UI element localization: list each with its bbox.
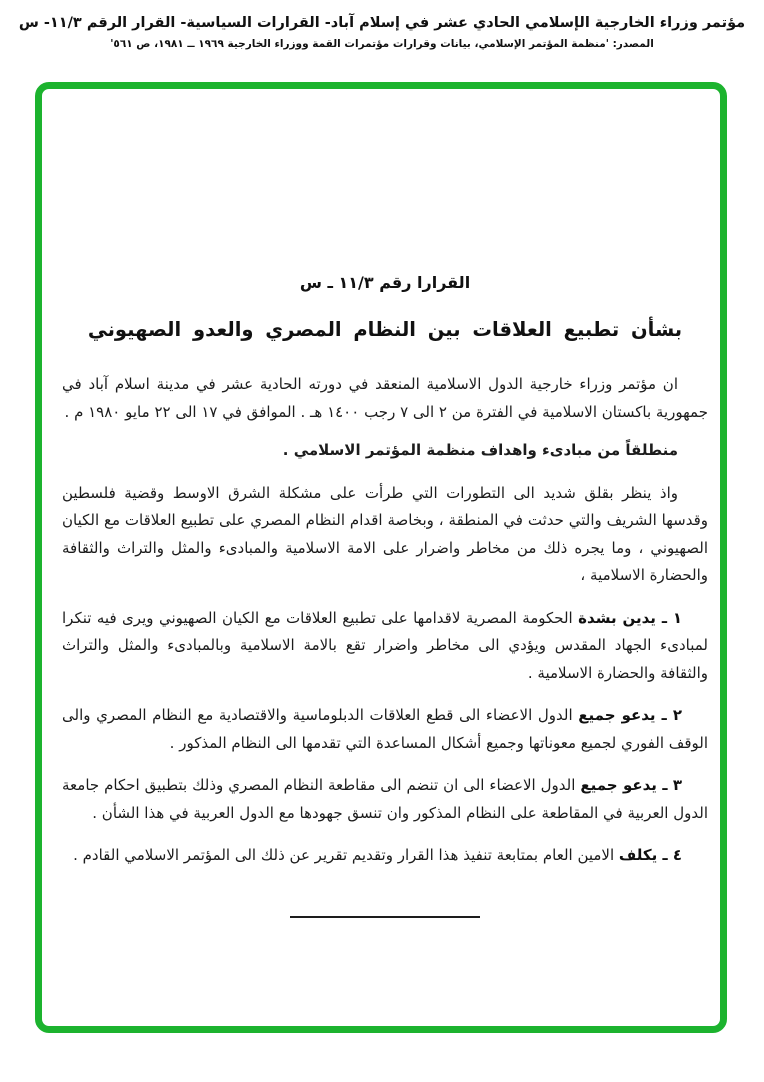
document-title: بشأن تطبيع العلاقات بين النظام المصري والعدو الصهيوني bbox=[87, 318, 683, 341]
resolution-item-3 bbox=[62, 772, 708, 827]
item-3-lead: ٣ ـ يدعو جميع bbox=[580, 776, 682, 794]
item-3-text: الدول الاعضاء الى ان تنضم الى مقاطعة النظام المصري وذلك بتطبيق احكام جامعة الدول العربية في المقاطعة على النظام المذكور وان تنسق جهودها مع الدول العربية في هذا الشأن . bbox=[62, 776, 708, 822]
resolution-item-1 bbox=[62, 605, 708, 688]
item-4-text: الامين العام بمتابعة تنفيذ هذا القرار وتقديم تقرير عن ذلك الى المؤتمر الاسلامي القادم . bbox=[73, 846, 619, 864]
document-border bbox=[35, 82, 727, 1033]
considerations-paragraph: واذ ينظر بقلق شديد الى التطورات التي طرأت على مشكلة الشرق الاوسط وقضية فلسطين وقدسها الشريف والتي حدثت في المنطقة ، وبخاصة اقدام النظام المصري على تطبيع العلاقات مع الكيان الصهيوني ، وما يجره ذلك من مخاطر واضرار على الامة الاسلامية والمبادىء والمثل والتراث والثقافة والحضارة الاسلامية ، bbox=[62, 483, 708, 584]
header-source-line: المصدر: 'منظمة المؤتمر الإسلامي، بيانات وقرارات مؤتمرات القمة ووزراء الخارجية ١٩٦٩ ــ ١٩٨١، ص ٥٦١' bbox=[110, 38, 654, 50]
item-1-text: الحكومة المصرية لاقدامها على تطبيع العلاقات مع الكيان الصهيوني ويرى فيه تنكرا لمبادىء الجهاد المقدس ويؤدي الى مخاطر واضرار تقع بالامة الاسلامية وبالمبادىء والمثل والتراث والثقافة والحضارة الاسلامية . bbox=[62, 608, 708, 682]
item-4-lead: ٤ ـ يكلف bbox=[618, 846, 682, 864]
closing-rule-divider bbox=[290, 916, 480, 918]
item-2-text: الدول الاعضاء الى قطع العلاقات الدبلوماسية والاقتصادية مع النظام المصري والى الوقف الفوري لجميع معوناتها وجميع أشكال المساعدة التي تقدمها الى النظام المذكور . bbox=[62, 706, 708, 752]
header-title-line: مؤتمر وزراء الخارجية الإسلامي الحادي عشر في إسلام آباد- القرارات السياسية- القرار الرقم ١١/٣- س bbox=[18, 15, 746, 31]
item-2-lead: ٢ ـ يدعو جميع bbox=[578, 706, 682, 724]
resolution-item-2 bbox=[62, 702, 708, 757]
motto-line: منطلقاً من مبادىء واهداف منظمة المؤتمر الاسلامي . bbox=[282, 441, 678, 459]
document-body bbox=[42, 89, 720, 918]
preamble-paragraph: ان مؤتمر وزراء خارجية الدول الاسلامية المنعقد في دورته الحادية عشر في مدينة اسلام آباد في جمهورية باكستان الاسلامية في الفترة من ٢ الى ٧ رجب ١٤٠٠ هـ . الموافق في ١٧ الى ٢٢ مايو ١٩٨٠ م . bbox=[62, 375, 708, 421]
resolution-number: القرارا رقم ١١/٣ ـ س bbox=[299, 273, 471, 292]
resolution-item-4 bbox=[62, 842, 708, 870]
item-1-lead: ١ ـ يدين بشدة bbox=[578, 608, 682, 627]
page-header bbox=[0, 12, 764, 52]
